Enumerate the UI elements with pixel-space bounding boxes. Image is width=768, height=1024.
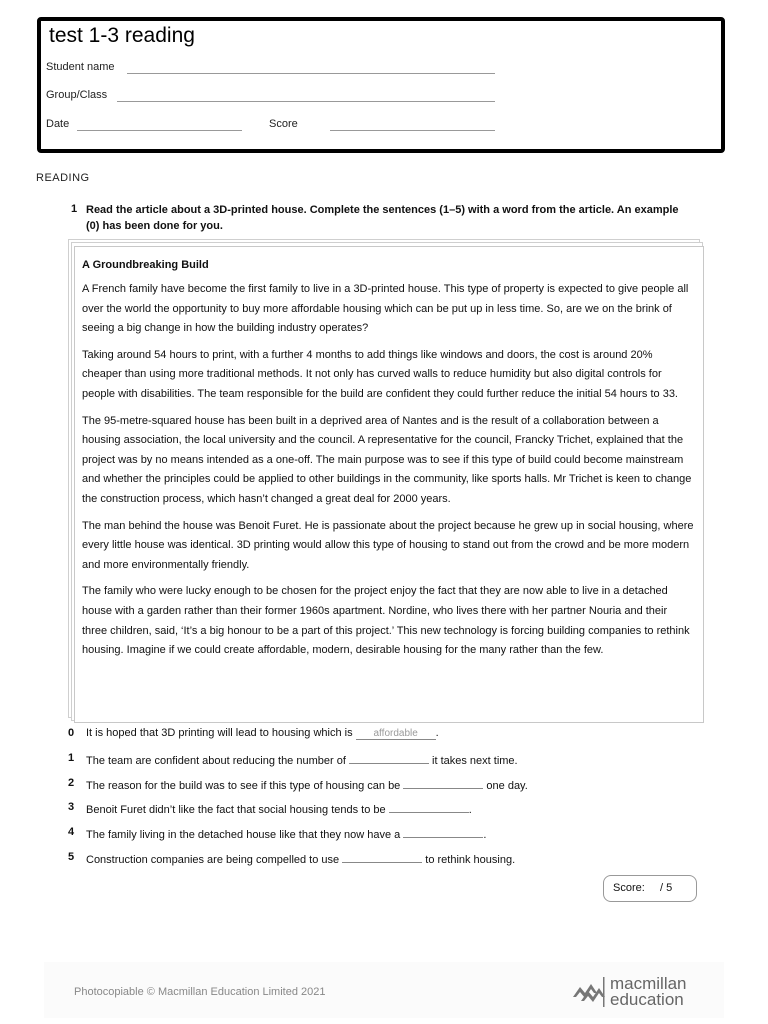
item-number: 5 [68,851,75,863]
item-text: Benoit Furet didn’t like the fact that social housing tends to be [86,804,389,816]
item-text: It is hoped that 3D printing will lead to housing which is [86,727,356,739]
question-instruction: Read the article about a 3D-printed house. Complete the sentences (1–5) with a word from the article. An example (0) has been done for you. [86,204,679,232]
item-number: 1 [68,752,75,764]
score-box-label: Score: [613,882,645,894]
test-title: test 1-3 reading [49,24,195,47]
student-name-field[interactable] [127,73,495,74]
group-class-field[interactable] [117,101,495,102]
item-number: 3 [68,801,75,813]
score-box-total: / 5 [660,882,673,894]
answer-blank-example: affordable [356,728,436,740]
item-number: 0 [68,727,75,739]
article-paragraph: The 95-metre-squared house has been built in a deprived area of Nantes and is the result of a collaboration between a housing association, the local university and the council. A representative for the council, Francky Trichet, explained that the project was by no means intended as a one-off. The main purpose was to see if this type of build could become mainstream and whether the principles could be applied to other buildings in the community, like sports halls. Mr Trichet is keen to change the construction process, which hasn’t changed a great deal for 2000 years. [82,414,692,505]
item-number: 4 [68,826,75,838]
article-paragraph: The man behind the house was Benoit Furet. He is passionate about the project because he grew up in social housing, where every little house was identical. 3D printing would allow this type of housing to stand out from the crowd and be more modern and more environmentally friendly. [82,519,694,571]
answer-blank-3[interactable] [389,801,469,813]
item-text: The reason for the build was to see if this type of housing can be [86,780,404,792]
item-number: 2 [68,777,75,789]
score-field[interactable] [330,130,495,131]
answer-blank-5[interactable] [342,851,422,863]
date-field[interactable] [77,130,242,131]
item-text-after: . [483,829,487,841]
item-text-after: it takes next time. [428,755,518,767]
item-text-after: to rethink housing. [422,854,516,866]
logo-wordmark [610,976,687,1008]
item-text: Construction companies are being compelled to use [86,854,343,866]
question-number: 1 [71,203,78,215]
score-label: Score [269,118,298,130]
article-panel [74,246,704,723]
macmillan-mountain-icon [572,977,606,1007]
copyright-notice: Photocopiable © Macmillan Education Limited 2021 [74,986,326,998]
publisher-logo [572,973,702,1013]
logo-line-1: macmillan [610,974,687,993]
section-heading: READING [36,172,90,184]
item-text-after: . [435,727,439,739]
student-name-label: Student name [46,61,115,73]
score-box [603,875,697,902]
article-title: A Groundbreaking Build [82,259,209,271]
article-paragraph: A French family have become the first family to live in a 3D-printed house. This type of property is expected to give people all over the world the opportunity to buy more affordable housing which can be put up in less time. So, are we on the brink of seeing a big change in how the building industry operates? [82,283,689,335]
article-paragraph: Taking around 54 hours to print, with a further 4 months to add things like windows and doors, the cost is around 20% cheaper than using more traditional methods. It not only has curved walls to reduce humidity but also digital controls for people with disabilities. The team responsible for the build are confident they could further reduce the initial 54 hours to 33. [82,348,678,400]
logo-line-2: education [610,990,684,1009]
item-text-after: . [468,804,472,816]
item-text: The family living in the detached house like that they now have a [86,829,404,841]
article-paragraph: The family who were lucky enough to be chosen for the project enjoy the fact that they are now able to live in a detached house with a garden rather than their former 1960s apartment. Nordine, who lives there with her partner Nouria and their three children, said, ‘It’s a big honour to be a part of this project.’ This new technology is forcing building companies to rethink housing. Imagine if we could create affordable, modern, desirable housing for the many rather than the few. [82,585,690,657]
answer-blank-1[interactable] [349,752,429,764]
item-text-after: one day. [483,780,528,792]
student-info-box [37,17,725,153]
answer-blank-2[interactable] [403,777,483,789]
group-class-label: Group/Class [46,89,108,101]
item-text: The team are confident about reducing the number of [86,755,349,767]
date-label: Date [46,118,70,130]
answer-blank-4[interactable] [403,826,483,838]
